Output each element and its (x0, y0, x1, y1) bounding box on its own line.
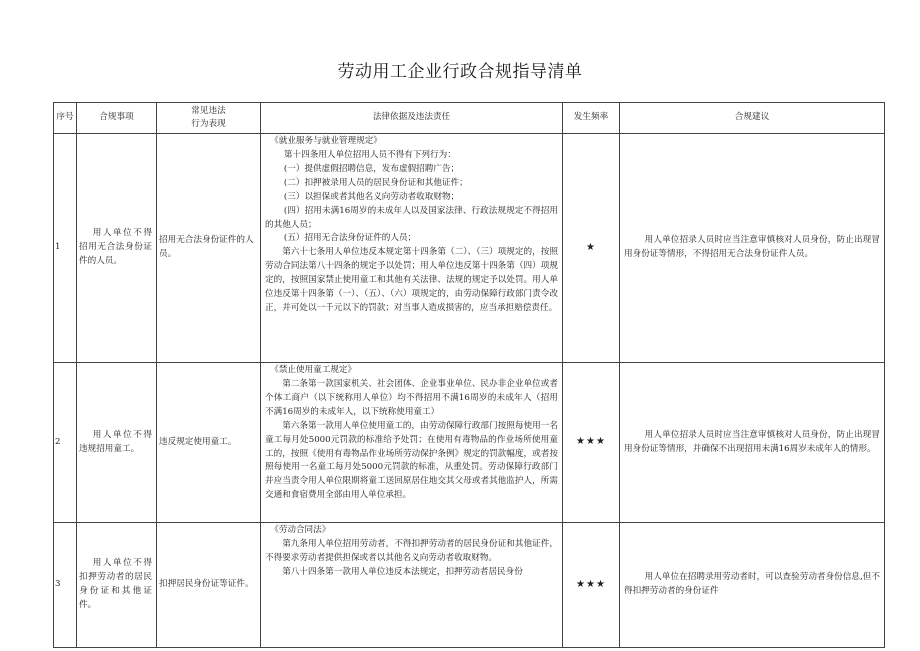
law-line: 第六条第一款用人单位使用童工的，由劳动保障行政部门按照每使用一名童工每月处5000元罚款的标准给予处罚；在使用有毒物品的作业场所使用童工的，按照《使用有毒物品作业场所劳动保护条例》规定的罚款幅度，或者按照每使用一名童工每月处5000元罚款的标准，从重处罚。劳动保障行政部门并应当责令用人单位限期将童工送回原居住地交其父母或者其他监护人，所需交通和食宿费用全部由用人单位承担。 (265, 420, 558, 501)
law-line: 第九条用人单位招用劳动者，不得扣押劳动者的居民身份证和其他证件，不得要求劳动者提供担保或者以其他名义向劳动者收取财物。 (265, 538, 558, 563)
row-seq: 2 (54, 363, 77, 523)
law-source: 《就业服务与就业管理规定》 (270, 136, 382, 146)
header-seq: 序号 (54, 103, 77, 134)
law-line: 第二条第一款国家机关、社会团体、企业事业单位、民办非企业单位或者个体工商户（以下统称用人单位）均不得招用不满16周岁的未成年人（招用不满16周岁的未成年人，以下统称使用童工） (265, 378, 558, 417)
row-advice: 用人单位招录人员时应当注意审慎核对人员身份，防止出现冒用身份证等情形，不得招用无合法身份证件人员。 (620, 134, 885, 363)
header-behavior-line1: 常见违法 (191, 105, 226, 116)
document-title: 劳动用工企业行政合规指导清单 (337, 62, 583, 82)
law-line: 第八十四条第一款用人单位违反本法规定，扣押劳动者居民身份 (282, 566, 523, 577)
law-line: 第十四条用人单位招用人员不得有下列行为： (283, 149, 456, 160)
row-advice: 用人单位招录人员时应当注意审慎核对人员身份，防止出现冒用身份证等情形，并确保不出现招用未满16周岁未成年人的情形。 (620, 363, 885, 523)
row-seq: 1 (54, 134, 77, 363)
row-frequency: ★★★ (563, 363, 620, 523)
row-behavior: 违反规定使用童工。 (157, 363, 261, 523)
row-law (261, 134, 563, 363)
header-advice: 合规建议 (620, 103, 885, 134)
row-behavior: 扣押居民身份证等证件。 (157, 523, 261, 648)
header-item: 合规事项 (77, 103, 157, 134)
row-item: 用人单位不得招用无合法身份证件的人员。 (77, 134, 157, 363)
table-row (54, 523, 885, 648)
law-line: (四）招用未满16周岁的未成年人以及国家法律、行政法规规定不得招用的其他人员； (265, 205, 558, 230)
law-line: 第六十七条用人单位违反本规定第十四条第（二）、（三）项规定的，按照劳动合同法第八十四条的规定予以处罚；用人单位违反第十四条第（四）项规定的，按照国家禁止使用童工和其他有关法律、法规的规定予以处罚。用人单位违反第十四条第（一）、（五）、（六）项规定的，由劳动保障行政部门责令改正，并可处以一千元以下的罚款；对当事人造成损害的，应当承担赔偿责任。 (265, 247, 558, 314)
law-line: (二）扣押被录用人员的居民身份证和其他证件； (283, 177, 468, 188)
row-item: 用人单位不得扣押劳动者的居民身份证和其他证件。 (77, 523, 157, 648)
row-seq: 3 (54, 523, 77, 648)
table-row (54, 134, 885, 363)
header-behavior (157, 103, 261, 134)
header-behavior-line2: 行为表现 (191, 119, 226, 129)
law-line: (五）招用无合法身份证件的人员； (283, 233, 417, 244)
row-law (261, 523, 563, 648)
table-row (54, 363, 885, 523)
row-frequency: ★★★ (563, 523, 620, 648)
row-frequency: ★ (563, 134, 620, 363)
row-item: 用人单位不得违规招用童工。 (77, 363, 157, 523)
row-advice: 用人单位在招聘录用劳动者时，可以查验劳动者身份信息,但不得扣押劳动者的身份证件 (620, 523, 885, 648)
header-frequency: 发生频率 (563, 103, 620, 134)
row-law (261, 363, 563, 523)
table-header-row (54, 103, 885, 134)
law-source: 《禁止使用童工规定》 (270, 365, 357, 375)
row-behavior: 招用无合法身份证件的人员。 (157, 134, 261, 363)
compliance-table (53, 102, 885, 648)
law-source: 《劳动合同法》 (270, 525, 331, 535)
header-law: 法律依据及违法责任 (261, 103, 563, 134)
law-line: (一）提供虚假招聘信息，发布虚假招聘广告； (283, 163, 460, 174)
law-line: (三）以担保或者其他名义向劳动者收取财物； (283, 191, 460, 202)
